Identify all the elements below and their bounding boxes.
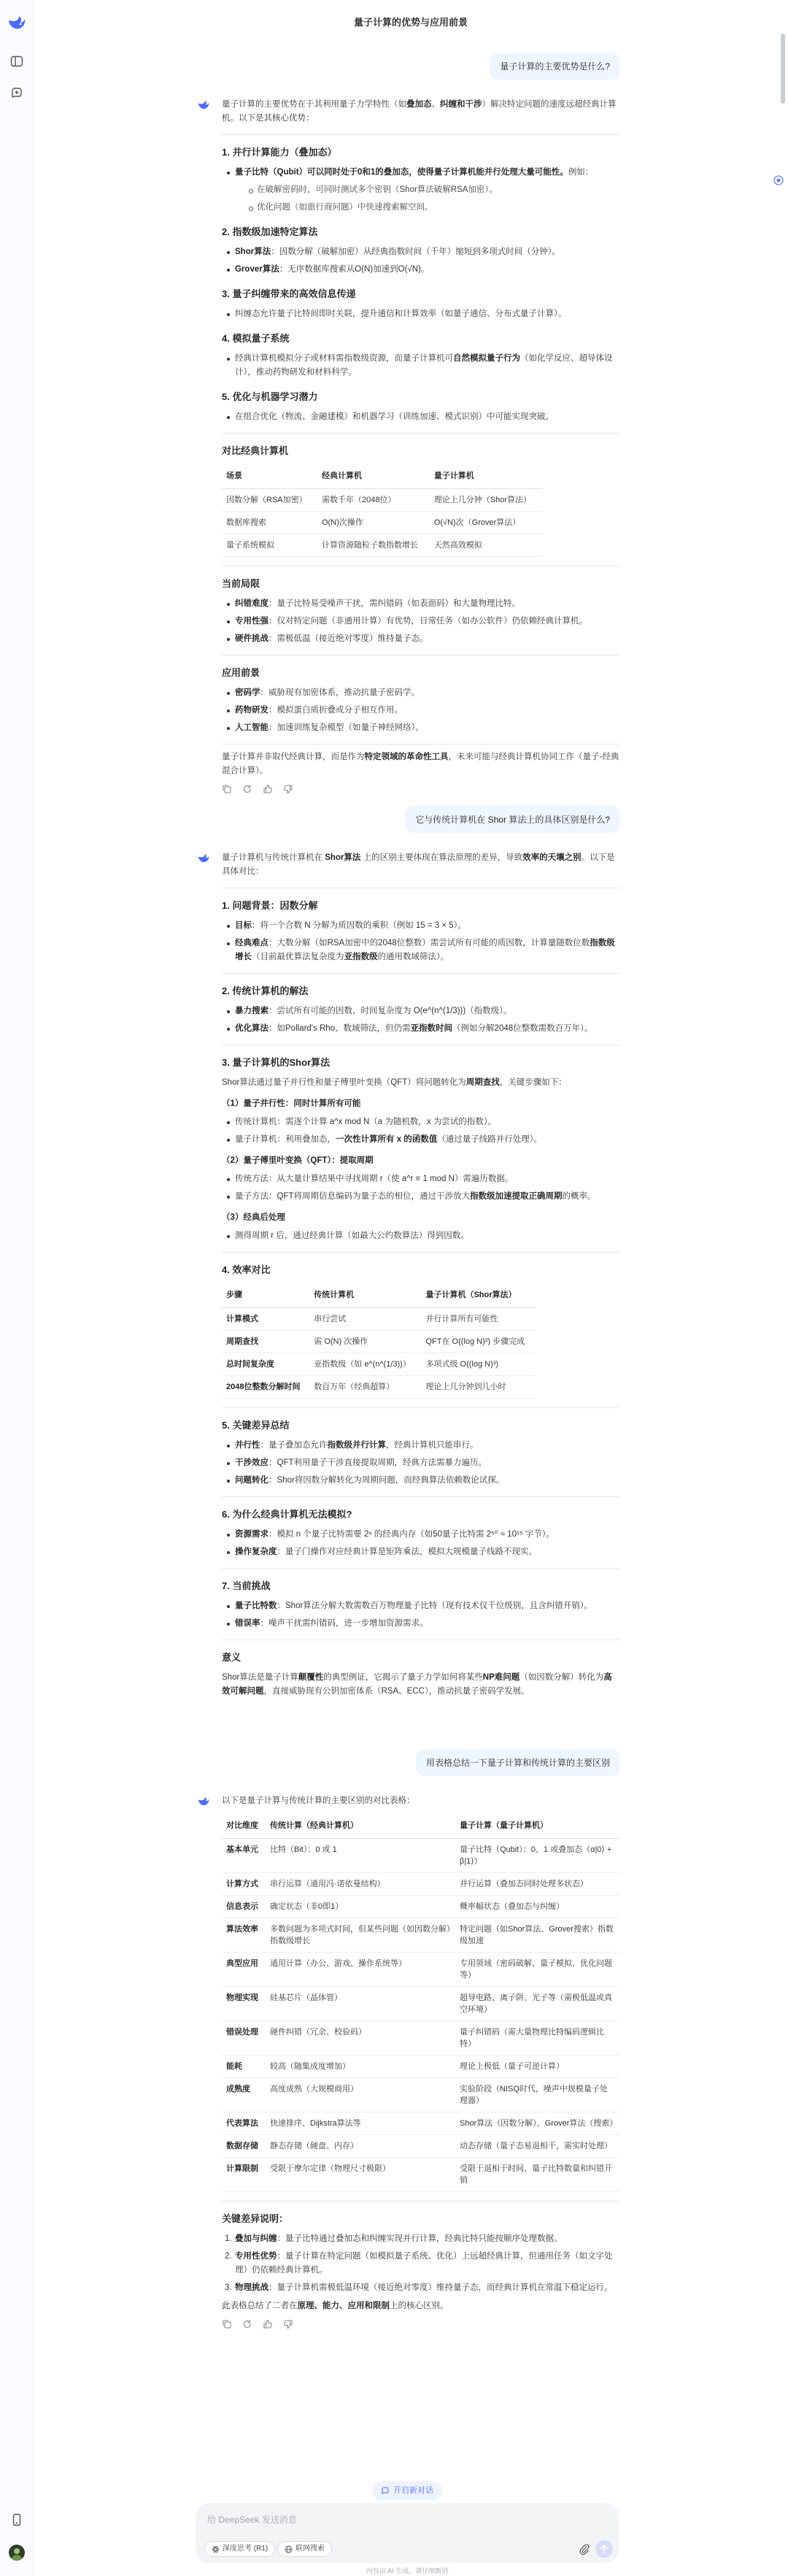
table-cell: 需 O(N) 次操作 [309, 1331, 421, 1353]
list-item: 在破解密码时，可同时测试多个密钥（Shor算法破解RSA加密）。 [235, 183, 619, 197]
table-cell: 计算方式 [222, 1873, 266, 1896]
answer-conclusion: 量子计算并非取代经典计算，而是作为特定领域的革命性工具，未来可能与经典计算机协同工作（量子-经典混合计算）。 [222, 753, 619, 775]
table-cell: 动态存储（量子态易退相干，需实时处理） [455, 2135, 619, 2158]
table-cell: 总时间复杂度 [222, 1353, 309, 1376]
section-heading: 4. 模拟量子系统 [222, 333, 290, 344]
table-row [222, 534, 543, 557]
table-cell: 数据存储 [222, 2135, 266, 2158]
answer-intro: 以下是量子计算与传统计算的主要区别的对比表格： [222, 1796, 415, 1805]
table-cell: 算法效率 [222, 1918, 266, 1953]
new-chat-button[interactable] [372, 2481, 442, 2500]
difference-table [222, 1814, 619, 2192]
table-row [222, 1896, 619, 1918]
table-cell: 串行运算（通用冯·诺依曼结构） [266, 1873, 455, 1896]
list-item: 优化问题（如旅行商问题）中快速搜索解空间。 [235, 201, 619, 215]
page-title: 量子计算的优势与应用前景 [353, 17, 468, 28]
section-heading: 当前局限 [222, 578, 260, 589]
list-item: 纠错难度：量子比特易受噪声干扰，需纠错码（如表面码）和大量物理比特。 [222, 597, 619, 611]
list-item: 目标：将一个合数 N 分解为质因数的乘积（例如 15 = 3 × 5）。 [222, 919, 619, 933]
table-cell: 硅基芯片（晶体管） [266, 1987, 455, 2021]
table-header: 经典计算机 [317, 464, 430, 489]
table-cell: 计算资源随粒子数指数增长 [317, 534, 430, 557]
copy-icon[interactable] [222, 784, 232, 794]
user-message: 它与传统计算机在 Shor 算法上的具体区别是什么? [405, 806, 620, 833]
list-item: 专用性强：仅对特定问题（非通用计算）有优势，日常任务（如办公软件）仍依赖经典计算机。 [222, 615, 619, 628]
answer-intro: 量子计算机与传统计算机在 Shor算法 上的区别主要体现在算法原理的差异，导致效率的天壤之别。以下是具体对比： [222, 853, 615, 876]
table-cell: 理论上几分钟（Shor算法） [430, 489, 543, 512]
table-cell: 快速排序、Dijkstra算法等 [266, 2112, 455, 2135]
list-item: 药物研发：模拟蛋白质折叠或分子相互作用。 [222, 704, 619, 718]
table-cell: QFT在 O((log N)²) 步骤完成 [421, 1331, 536, 1353]
table-row [222, 2135, 619, 2158]
section-heading: 2. 传统计算机的解法 [222, 985, 309, 996]
table-cell: 计算模式 [222, 1308, 309, 1331]
table-row [222, 1918, 619, 1953]
list-item: 传统计算机：需逐个计算 a^x mod N（a 为随机数，x 为尝试的指数）。 [222, 1115, 619, 1129]
table-cell: 串行尝试 [309, 1308, 421, 1331]
table-cell: 计算限制 [222, 2158, 266, 2192]
list-item: 并行性：量子叠加态允许指数级并行计算，经典计算机只能串行。 [222, 1439, 619, 1453]
table-cell: 周期查找 [222, 1331, 309, 1353]
table-header: 量子计算机 [430, 464, 543, 489]
table-header: 步骤 [222, 1283, 309, 1308]
new-chat-label: 开启新对话 [393, 2486, 433, 2495]
table-cell: 硬件纠错（冗余、校验码） [266, 2021, 455, 2056]
list-item: 经典难点：大数分解（如RSA加密中的2048位整数）需尝试所有可能的质因数，计算量随数位数指数级增长（目前最优算法复杂度为亚指数级的通用数域筛法）。 [222, 937, 619, 964]
table-row [222, 1376, 536, 1399]
table-cell: 量子纠错码（需大量物理比特编码逻辑比特） [455, 2021, 619, 2056]
globe-icon [285, 2545, 293, 2553]
list-item: 密码学：威胁现有加密体系，推动抗量子密码学。 [222, 686, 619, 700]
table-cell: O(√N)次（Grover算法） [430, 512, 543, 534]
section-heading: 关键差异说明： [222, 2213, 289, 2224]
user-message: 用表格总结一下量子计算和传统计算的主要区别 [416, 1749, 620, 1776]
list-item: 错误率：噪声干扰需纠错码，进一步增加资源需求。 [222, 1617, 619, 1631]
efficiency-table [222, 1283, 536, 1399]
table-header: 对比维度 [222, 1814, 266, 1839]
paragraph: Shor算法是量子计算颠覆性的典型例证，它揭示了量子力学如何将某些NP难问题（如因数分解）转化为高效可解问题，直接威胁现有公钥加密体系（RSA、ECC），推动抗量子密码学发展。 [222, 1673, 612, 1696]
assistant-answer-1 [222, 98, 619, 794]
mobile-app-icon[interactable] [9, 2512, 24, 2527]
table-cell: Shor算法（因数分解）、Grover算法（搜索） [455, 2112, 619, 2135]
list-item: Shor算法：因数分解（破解加密）从经典指数时间（千年）缩短到多项式时间（分钟）。 [222, 245, 619, 259]
table-row [222, 2056, 619, 2078]
table-cell: 并行计算所有可能性 [421, 1308, 536, 1331]
assistant-answer-3 [222, 1794, 619, 2329]
table-cell: 静态存储（硬盘、内存） [266, 2135, 455, 2158]
table-cell: O(N)次操作 [317, 512, 430, 534]
table-row [222, 2078, 619, 2112]
sub-heading: （2）量子傅里叶变换（QFT）：提取周期 [222, 1156, 374, 1165]
table-row [222, 2158, 619, 2192]
list-item: 经典计算机模拟分子或材料需指数级资源，而量子计算机可自然模拟量子行为（如化学反应、超导体设计），推动药物研发和材料科学。 [222, 352, 619, 380]
paperclip-icon[interactable] [579, 2543, 590, 2555]
table-cell: 专用领域（密码破解、量子模拟、优化问题等） [455, 1953, 619, 1987]
thumbs-down-icon[interactable] [283, 2319, 293, 2329]
table-cell: 超导电路、离子阱、光子等（需极低温或真空环境） [455, 1987, 619, 2021]
deep-think-label: 深度思考 (R1) [223, 2545, 269, 2553]
section-heading: 对比经典计算机 [222, 445, 289, 456]
table-row [222, 1308, 536, 1331]
table-cell: 确定状态（非0即1） [266, 1896, 455, 1918]
table-cell: 天然高效模拟 [430, 534, 543, 557]
message-actions [222, 2319, 619, 2329]
list-item: 人工智能：加速训练复杂模型（如量子神经网络）。 [222, 721, 619, 735]
section-heading: 3. 量子纠缠带来的高效信息传递 [222, 288, 356, 299]
table-row [222, 2021, 619, 2056]
disclaimer: 内容由 AI 生成，请仔细甄别 [366, 2567, 449, 2575]
table-row [222, 2112, 619, 2135]
table-row [222, 1873, 619, 1896]
table-row [222, 1331, 536, 1353]
table-cell: 理论上极低（量子可逆计算） [455, 2056, 619, 2078]
table-header: 场景 [222, 464, 317, 489]
table-cell: 成熟度 [222, 2078, 266, 2112]
thumbs-down-icon[interactable] [283, 784, 293, 794]
list-item: 硬件挑战：需极低温（接近绝对零度）维持量子态。 [222, 632, 619, 646]
table-header: 量子计算（量子计算机） [455, 1814, 619, 1839]
answer-conclusion: 此表格总结了二者在原理、能力、应用和限制上的核心区别。 [222, 2302, 449, 2310]
section-heading: 1. 并行计算能力（叠加态） [222, 147, 337, 158]
list-item: 传统方法：从大量计算结果中寻找周期 r（使 a^r ≡ 1 mod N）需遍历数据。 [222, 1172, 619, 1186]
section-heading: 3. 量子计算机的Shor算法 [222, 1057, 331, 1068]
user-message: 量子计算的主要优势是什么? [490, 53, 620, 80]
copy-icon[interactable] [222, 2319, 232, 2329]
table-cell: 2048位整数分解时间 [222, 1376, 309, 1399]
table-cell: 高度成熟（大规模商用） [266, 2078, 455, 2112]
section-heading: 6. 为什么经典计算机无法模拟? [222, 1509, 352, 1520]
list-item: 暴力搜索：尝试所有可能的因数，时间复杂度为 O(e^(n^(1/3)))（指数级）。 [222, 1004, 619, 1018]
list-item: 资源需求：模拟 n 个量子比特需要 2ⁿ 的经典内存（如50量子比特需 2⁵⁰ ≈ 10¹⁵ 字节）。 [222, 1528, 619, 1542]
section-heading: 应用前景 [222, 667, 260, 678]
table-cell: 多数问题为多项式时间，但某些问题（如因数分解）指数级增长 [266, 1918, 455, 1953]
list-item: 量子比特数：Shor算法分解大数需数百万物理量子比特（现有技术仅千位级别，且含纠错开销）。 [222, 1599, 619, 1613]
list-item: Grover算法：无序数据库搜索从O(N)加速到O(√N)。 [222, 263, 619, 277]
table-cell: 实验阶段（NISQ时代，噪声中规模量子处理器） [455, 2078, 619, 2112]
list-item: 量子计算机：利用叠加态，一次性计算所有 x 的函数值（通过量子线路并行处理）。 [222, 1133, 619, 1147]
section-heading: 7. 当前挑战 [222, 1580, 271, 1591]
table-cell: 多项式级 O((log N)³) [421, 1353, 536, 1376]
new-chat-icon[interactable] [9, 86, 24, 101]
table-cell: 数据库搜索 [222, 512, 317, 534]
table-cell: 较高（随集成度增加） [266, 2056, 455, 2078]
user-avatar[interactable] [9, 2545, 25, 2561]
table-row [222, 1987, 619, 2021]
answer-intro: 量子计算的主要优势在于其利用量子力学特性（如叠加态、纠缠和干涉）解决特定问题的速度远超经典计算机。以下是其核心优势： [222, 100, 617, 123]
table-cell: 亚指数级（如 e^(n^(1/3))） [309, 1353, 421, 1376]
comparison-table [222, 464, 543, 557]
list-item: 3. 物理挑战：量子计算机需极低温环境（接近绝对零度）维持量子态，而经典计算机在常温下稳定运行。 [225, 2283, 613, 2292]
list-item: 优化算法：如Pollard's Rho、数域筛法，但仍需亚指数时间（例如分解2048位整数需数百万年）。 [222, 1022, 619, 1036]
message-composer[interactable] [196, 2503, 619, 2563]
table-cell: 受限于退相干时间、量子比特数量和纠错开销 [455, 2158, 619, 2192]
list-item: 问题转化：Shor将因数分解转化为周期问题，而经典算法依赖数论试探。 [222, 1474, 619, 1488]
list-item: 量子比特（Qubit）可以同时处于0和1的叠加态，使得量子计算机能并行处理大量可能性。例如： 在破解密码时，可同时测试多个密钥（Shor算法破解RSA加密）。 优化问题（如旅行商问题）中快速搜索解空间。 [222, 166, 619, 215]
regenerate-icon[interactable] [242, 784, 252, 794]
list-item: 纠缠态允许量子比特间即时关联，提升通信和计算效率（如量子通信、分布式量子计算）。 [222, 307, 619, 321]
section-heading: 2. 指数级加速特定算法 [222, 226, 318, 237]
table-row [222, 1839, 619, 1873]
table-cell: 受限于摩尔定律（物理尺寸极限） [266, 2158, 455, 2192]
atom-icon [212, 2545, 220, 2553]
table-cell: 错误处理 [222, 2021, 266, 2056]
section-heading: 5. 关键差异总结 [222, 1420, 290, 1431]
table-row [222, 512, 543, 534]
section-heading: 5. 优化与机器学习潜力 [222, 391, 318, 402]
table-header: 传统计算（经典计算机） [266, 1814, 455, 1839]
web-search-toggle[interactable] [277, 2541, 332, 2557]
table-cell: 并行运算（叠加态同时处理多状态） [455, 1873, 619, 1896]
table-cell: 量子比特（Qubit）：0、1 或叠加态（α|0⟩ + β|1⟩） [455, 1839, 619, 1873]
floating-assistant-icon[interactable] [773, 175, 784, 185]
message-actions [222, 784, 619, 794]
table-cell: 因数分解（RSA加密） [222, 489, 317, 512]
table-cell: 量子系统模拟 [222, 534, 317, 557]
arrow-up-icon [595, 2540, 613, 2558]
deepseek-logo-icon[interactable] [7, 12, 27, 32]
list-item: 量子方法：QFT将周期信息编码为量子态的相位，通过干涉放大指数级加速提取正确周期的概率。 [222, 1190, 619, 1204]
left-rail [0, 0, 34, 2576]
send-button[interactable] [595, 2540, 613, 2558]
assistant-avatar-icon [197, 98, 210, 111]
section-heading: 4. 效率对比 [222, 1264, 271, 1275]
list-item: 在组合优化（物流、金融建模）和机器学习（训练加速、模式识别）中可能实现突破。 [222, 410, 619, 424]
table-cell: 需数千年（2048位） [317, 489, 430, 512]
web-search-label: 联网搜索 [296, 2545, 325, 2553]
assistant-answer-2 [222, 851, 619, 1704]
sub-heading: （1）量子并行性：同时计算所有可能 [222, 1099, 361, 1108]
table-cell: 理论上几分钟到几小时 [421, 1376, 536, 1399]
list-item: 干涉效应：QFT利用量子干涉直接提取周期，经典方法需暴力遍历。 [222, 1456, 619, 1470]
table-cell: 概率幅状态（叠加态与纠缠） [455, 1896, 619, 1918]
list-item: 2. 专用性优势：量子计算在特定问题（如模拟量子系统、优化）上远超经典计算，但通用任务（如文字处理）仍依赖经典计算机。 [225, 2252, 613, 2275]
table-cell: 通用计算（办公、游戏、操作系统等） [266, 1953, 455, 1987]
table-cell: 特定问题（如Shor算法、Grover搜索）指数级加速 [455, 1918, 619, 1953]
table-cell: 数百万年（经典超算） [309, 1376, 421, 1399]
table-header: 传统计算机 [309, 1283, 421, 1308]
list-item: 操作复杂度：量子门操作对应经典计算是矩阵乘法，模拟大规模量子线路不现实。 [222, 1545, 619, 1559]
assistant-avatar-icon [197, 851, 210, 864]
deep-think-toggle[interactable] [204, 2541, 275, 2557]
list-item: 1. 叠加与纠缠：量子比特通过叠加态和纠缠实现并行计算，经典比特只能按顺序处理数据。 [225, 2234, 563, 2243]
section-heading: 1. 问题背景：因数分解 [222, 900, 318, 911]
table-cell: 比特（Bit）：0 或 1 [266, 1839, 455, 1873]
table-header: 量子计算机（Shor算法） [421, 1283, 536, 1308]
table-cell: 基本单元 [222, 1839, 266, 1873]
table-cell: 能耗 [222, 2056, 266, 2078]
assistant-avatar-icon [197, 1794, 210, 1807]
list-item: 测得周期 r 后，通过经典计算（如最大公约数算法）得到因数。 [222, 1229, 619, 1243]
paragraph: Shor算法通过量子并行性和量子傅里叶变换（QFT）将问题转化为周期查找，关键步骤如下： [222, 1078, 567, 1087]
new-chat-icon [381, 2486, 390, 2495]
thumbs-up-icon[interactable] [263, 2319, 273, 2329]
open-sidebar-icon[interactable] [9, 54, 24, 69]
table-row [222, 1953, 619, 1987]
table-cell: 典型应用 [222, 1953, 266, 1987]
regenerate-icon[interactable] [242, 2319, 252, 2329]
table-row [222, 489, 543, 512]
message-input[interactable]: 给 DeepSeek 发送消息 [207, 2515, 297, 2525]
scrollbar-thumb[interactable] [781, 34, 785, 104]
table-cell: 信息表示 [222, 1896, 266, 1918]
table-cell: 代表算法 [222, 2112, 266, 2135]
thumbs-up-icon[interactable] [263, 784, 273, 794]
table-row [222, 1353, 536, 1376]
sub-heading: （3）经典后处理 [222, 1213, 285, 1222]
table-cell: 物理实现 [222, 1987, 266, 2021]
section-heading: 意义 [222, 1652, 242, 1663]
